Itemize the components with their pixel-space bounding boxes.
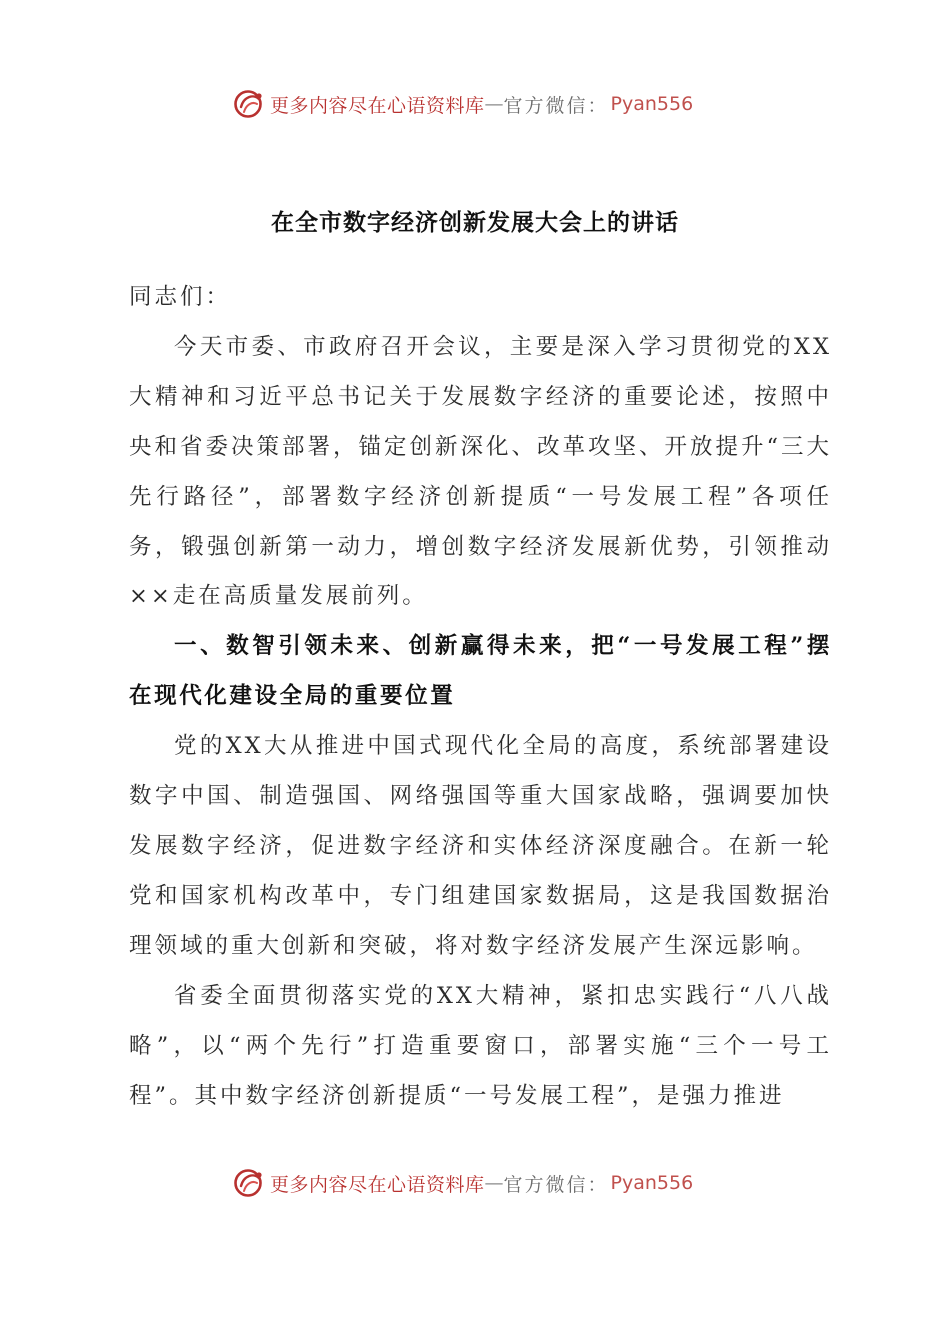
- section-heading-1: 一、数智引领未来、创新赢得未来，把“一号发展工程”摆在现代化建设全局的重要位置: [129, 633, 832, 710]
- document-body: [129, 273, 832, 1121]
- brand-logo-icon: [232, 87, 266, 121]
- banner-wechat-id: Pyan556: [610, 93, 694, 115]
- document-title: 在全市数字经济创新发展大会上的讲话: [271, 209, 679, 236]
- banner-brand-text: 更多内容尽在心语资料库: [270, 94, 485, 117]
- paragraph-intro: 今天市委、市政府召开会议，主要是深入学习贯彻党的XX大精神和习近平总书记关于发展数字经济的重要论述，按照中央和省委决策部署，锚定创新深化、改革攻坚、开放提升“三大先行路径”，部署数字经济创新提质“一号发展工程”各项任务，锻强创新第一动力，增创数字经济发展新优势，引领推动××走在高质量发展前列。: [129, 333, 833, 610]
- brand-logo-icon: [232, 1166, 266, 1200]
- banner-dash: —: [484, 93, 504, 115]
- paragraph-2: 党的XX大从推进中国式现代化全局的高度，系统部署建设数字中国、制造强国、网络强国等重大国家战略，强调要加快发展数字经济，促进数字经济和实体经济深度融合。在新一轮党和国家机构改革中，专门组建国家数据局，这是我国数据治理领域的重大创新和突破，将对数字经济发展产生深远影响。: [129, 733, 832, 959]
- watermark-banner-bottom: [0, 1163, 950, 1203]
- banner-wechat-label: 官方微信：: [503, 1173, 609, 1196]
- banner-brand-text: 更多内容尽在心语资料库: [270, 1173, 485, 1196]
- banner-dash: —: [484, 1172, 504, 1194]
- banner-wechat-id: Pyan556: [610, 1172, 694, 1194]
- paragraph-3: 省委全面贯彻落实党的XX大精神，紧扣忠实践行“八八战略”，以“两个先行”打造重要窗口，部署实施“三个一号工程”。其中数字经济创新提质“一号发展工程”，是强力推进: [129, 982, 832, 1109]
- banner-wechat-label: 官方微信：: [503, 94, 609, 117]
- watermark-banner-top: [0, 84, 950, 124]
- salutation: 同志们：: [129, 284, 232, 310]
